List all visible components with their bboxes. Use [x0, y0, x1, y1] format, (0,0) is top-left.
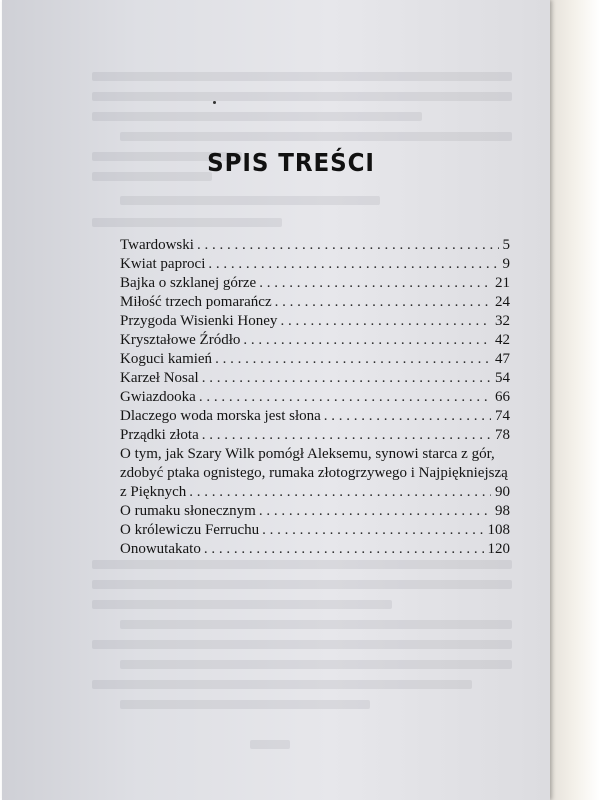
toc-page-number: 98: [495, 503, 510, 519]
toc-entry-title: Prządki złota: [120, 427, 199, 443]
toc-entry-title: Kryształowe Źródło: [120, 332, 241, 348]
toc-page-number: 90: [495, 484, 510, 500]
toc-page-number: 66: [495, 389, 510, 405]
dot-leader: [197, 236, 499, 255]
toc-entry: [120, 293, 510, 312]
toc-entry-title: Przygoda Wisienki Honey: [120, 313, 278, 329]
dot-leader: [259, 274, 491, 293]
dot-leader: [280, 312, 491, 331]
toc-entry-title: Koguci kamień: [120, 351, 213, 367]
dot-leader: [208, 255, 498, 274]
toc-page-number: 9: [502, 256, 510, 272]
toc-entry-title-line: zdobyć ptaka ognistego, rumaka złotogrzywego i Najpiękniejszą: [120, 465, 508, 481]
dot-leader: [202, 369, 491, 388]
toc-page-number: 5: [502, 237, 510, 253]
toc-entry-title: Gwiazdooka: [120, 389, 196, 405]
toc-entry-title: Dlaczego woda morska jest słona: [120, 408, 321, 424]
toc-page-number: 47: [495, 351, 510, 367]
toc-entry-title: O rumaku słonecznym: [120, 503, 256, 519]
toc-entry: [120, 236, 510, 255]
toc-page-number: 74: [495, 408, 510, 424]
toc-entry: [120, 540, 510, 559]
dot-leader: [189, 483, 491, 502]
print-speck: [213, 101, 216, 104]
toc-entry-title: Bajka o szklanej górze: [120, 275, 257, 291]
toc-entry: [120, 331, 510, 350]
dot-leader: [324, 407, 491, 426]
toc-entry-title-line: O tym, jak Szary Wilk pomógł Aleksemu, synowi starca z gór,: [120, 446, 495, 462]
dot-leader: [262, 521, 483, 540]
dot-leader: [259, 502, 491, 521]
toc-entry-title: Onowutakato: [120, 541, 201, 557]
toc-entry-last-line: [120, 483, 510, 502]
dot-leader: [204, 540, 484, 559]
toc-page-number: 54: [495, 370, 510, 386]
toc-entry: [120, 521, 510, 540]
dot-leader: [243, 331, 491, 350]
toc-entry-title: Twardowski: [120, 237, 194, 253]
toc-page-number: 108: [487, 522, 510, 538]
toc-entry-title: Kwiat paproci: [120, 256, 206, 272]
toc-entry-title: Miłość trzech pomarańcz: [120, 294, 272, 310]
toc-entry-title-line: z Pięknych: [120, 484, 187, 500]
toc-page-number: 21: [495, 275, 510, 291]
toc-entry: [120, 350, 510, 369]
book-page: [2, 0, 550, 800]
toc-entry: [120, 407, 510, 426]
toc-entry-multiline: [120, 445, 510, 502]
toc-entry: [120, 388, 510, 407]
toc-entry: [120, 369, 510, 388]
toc-entry: [120, 274, 510, 293]
toc-page-number: 120: [487, 541, 510, 557]
toc-entry: [120, 255, 510, 274]
toc-entry-title: O królewiczu Ferruchu: [120, 522, 260, 538]
table-of-contents: [120, 236, 510, 559]
page-title: SPIS TREŚCI: [207, 148, 375, 177]
toc-page-number: 24: [495, 294, 510, 310]
toc-entry: [120, 502, 510, 521]
toc-page-number: 32: [495, 313, 510, 329]
dot-leader: [275, 293, 491, 312]
toc-page-number: 42: [495, 332, 510, 348]
dot-leader: [215, 350, 491, 369]
toc-entry: [120, 426, 510, 445]
toc-page-number: 78: [495, 427, 510, 443]
toc-entry-title: Karzeł Nosal: [120, 370, 199, 386]
dot-leader: [202, 426, 491, 445]
toc-entry: [120, 312, 510, 331]
dot-leader: [199, 388, 491, 407]
